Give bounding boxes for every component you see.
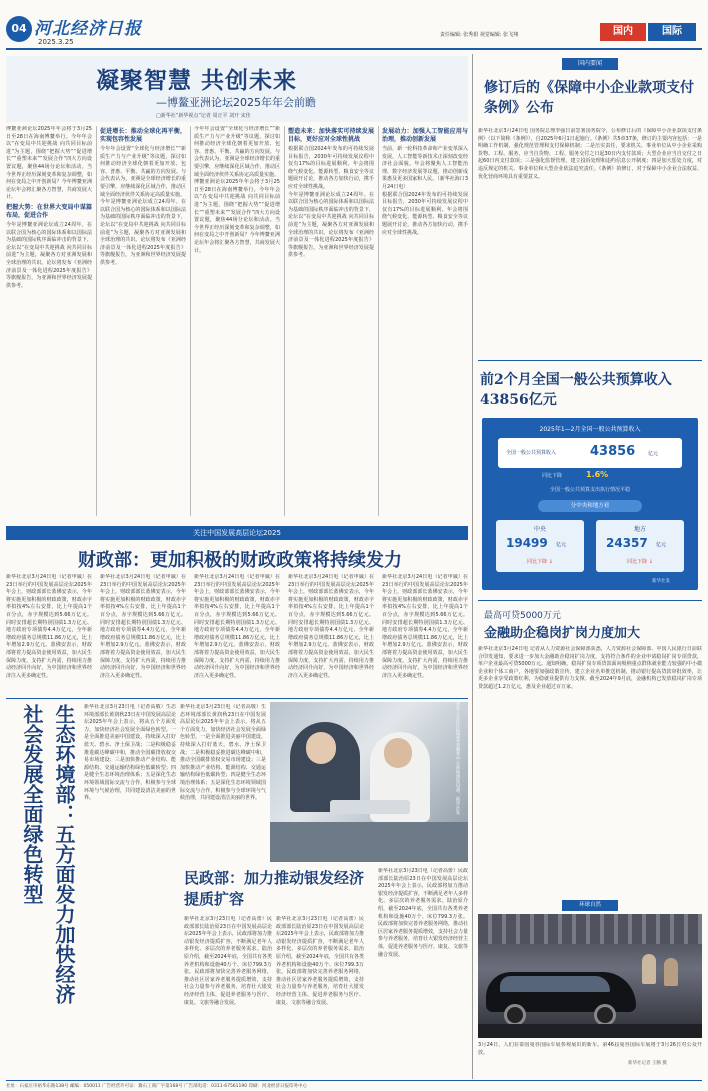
central-change: 同比下降 ↓ xyxy=(527,559,553,565)
lead-paragraph: 今年是博鳌亚洲论坛成立24周年。在以联合国为核心的国际体系和以国际法为基础的国际秩序面临冲击的背景下，论坛以“在变局中共迎挑战 向共同目标前进”为主题，凝聚各方对亚洲发展和全球治理的共识。论坛将发布《亚洲经济前景及一体化进程2025年度报告》等旗舰报告，为亚洲和世界经济发展提供参考。 xyxy=(288,191,374,259)
local-label: 地方 xyxy=(633,526,646,533)
section-label: 国内要闻 xyxy=(562,58,618,70)
central-value: 19499 xyxy=(506,536,548,550)
footer-imprint: 社址：石家庄市裕华东路138号 邮编：050011 广告经营许可证：冀石工商广字第168号 广告部电话：0311-67561190 印刷：河北经济日报印务中心 xyxy=(6,1084,308,1089)
elderly-photo-caption: 老年人在社区智慧养老服务中心体验康复设备。新华社发 xyxy=(455,702,460,815)
eco-title: 生态环境部：五方面发力加快经济社会发展全面绿色转型 xyxy=(20,704,76,1004)
tab-international[interactable]: 国际 xyxy=(648,23,696,41)
lead-subhead: 塑造未来：加快落实可持续发展目标，更好应对全球性挑战 xyxy=(288,128,374,143)
breakdown-banner: 分中央和地方看 xyxy=(538,500,642,512)
lead-paragraph: 今年年会设置“全球化与经济增长”“新质生产力与产业升级”等议题，探讨如何推动经济全球化朝着更加开放、包容、普惠、平衡、共赢的方向发展。与会代表认为，亚洲是全球经济增长的重要引擎，应继续深化区域合作，推动区域全面经济伙伴关系协定高质量实施。 xyxy=(194,126,280,178)
fiscal-infographic xyxy=(482,418,698,590)
fiscal-policy-title: 财政部：更加积极的财政政策将持续发力 xyxy=(78,550,402,571)
lead-paragraph: 今年是博鳌亚洲论坛成立24周年。在以联合国为核心的国际体系和以国际法为基础的国际秩序面临冲击的背景下，论坛以“在变局中共迎挑战 向共同目标前进”为主题，凝聚各方对亚洲发展和全球治理的共识。论坛将发布《亚洲经济前景及一体化进程2025年度报告》等旗舰报告，为亚洲和世界经济发展提供参考。 xyxy=(6,221,92,289)
central-revenue-card xyxy=(496,520,584,572)
fiscal-policy-col: 新华社北京3月24日电（记者申铖）在23日举行的中国发展高层论坛2025年年会上，财政部部长蓝佛安表示，今年将实施更加积极的财政政策，财政赤字率拟按4%左右安排，比上年提高1个百分点，赤字规模达到5.66万亿元。同时安排超长期特别国债1.3万亿元、地方政府专项债券4.4万亿元，全年新增政府债务总规模11.86万亿元，比上年增加2.9万亿元。蓝佛安表示，财政部将着力提高资金使用效益，加大民生保障力度，支持扩大内需，持续用力推动经济回升向好，为中国经济和世界经济注入更多确定性。 xyxy=(288,574,374,679)
fiscal-policy-col: 新华社北京3月24日电（记者申铖）在23日举行的中国发展高层论坛2025年年会上，财政部部长蓝佛安表示，今年将实施更加积极的财政政策，财政赤字率拟按4%左右安排，比上年提高1个百分点，赤字规模达到5.66万亿元。同时安排超长期特别国债1.3万亿元、地方政府专项债券4.4万亿元，全年新增政府债务总规模11.86万亿元，比上年增加2.9万亿元。蓝佛安表示，财政部将着力提高资金使用效益，加大民生保障力度，支持扩大内需，持续用力推动经济回升向好，为中国经济和世界经济注入更多确定性。 xyxy=(194,574,280,679)
brand-logo: 河北经济日报 xyxy=(34,19,142,39)
lead-paragraph: 博鳌亚洲论坛2025年年会将于3月25日至28日在海南博鳌举行。今年年会以“在变局中共迎挑战 向共同目标前进”为主题，围绕“把握大势”“促进增长”“重塑未来”“发展合作”四大方向设置议题，聚焦44场分论坛和活动。当今世界正经历深刻变革和复杂调整，如何在变局之中开创新局？今年博鳌亚洲论坛年会将汇聚各方智慧，共商发展大计。 xyxy=(6,126,92,201)
lead-title-box xyxy=(6,56,468,122)
lead-paragraph: 今年年会设置“全球化与经济增长”“新质生产力与产业升级”等议题，探讨如何推动经济全球化朝着更加开放、包容、普惠、平衡、共赢的方向发展。与会代表认为，亚洲是全球经济增长的重要引擎，应继续深化区域合作，推动区域全面经济伙伴关系协定高质量实施。 xyxy=(100,146,186,198)
tab-domestic[interactable]: 国内 xyxy=(600,23,646,41)
local-revenue-card xyxy=(596,520,684,572)
civil-body: 新华社北京3月23日电（记者高蕾）民政部部长陆治原23日在中国发展高层论坛2025年年会上表示，民政部将加力推动银发经济提质扩容，不断满足老年人多样化、多层次的养老服务需求。陆治原介绍，截至2024年底，全国共有各类养老机构和设施40万个、床位799.3万张。民政部将加快完善养老服务网络，推动社区居家养老服务提质增效，支持社会力量参与养老服务，培育壮大银发经济经营主体，促进养老服务与医疗、康复、文旅等融合发展。 xyxy=(276,916,364,1006)
lead-paragraph: 博鳌亚洲论坛2025年年会将于3月25日至28日在海南博鳌举行。今年年会以“在变局中共迎挑战 向共同目标前进”为主题，围绕“把握大势”“促进增长”“重塑未来”“发展合作”四大方向设置议题，聚焦44场分论坛和活动。当今世界正经历深刻变革和复杂调整，如何在变局之中开创新局？今年博鳌亚洲论坛年会将汇聚各方智慧，共商发展大计。 xyxy=(194,179,280,254)
car-show-photo xyxy=(478,914,702,1038)
lead-byline: □新华社“新华视点”记者 周正平 刘开 宋佳 xyxy=(156,113,251,119)
fiscal-policy-col: 新华社北京3月24日电（记者申铖）在23日举行的中国发展高层论坛2025年年会上，财政部部长蓝佛安表示，今年将实施更加积极的财政政策，财政赤字率拟按4%左右安排，比上年提高1个百分点，赤字规模达到5.66万亿元。同时安排超长期特别国债1.3万亿元、地方政府专项债券4.4万亿元，全年新增政府债务总规模11.86万亿元，比上年增加2.9万亿元。蓝佛安表示，财政部将着力提高资金使用效益，加大民生保障力度，支持扩大内需，持续用力推动经济回升向好，为中国经济和世界经济注入更多确定性。 xyxy=(100,574,186,679)
right-top-title: 修订后的《保障中小企业款项支付条例》公布 xyxy=(484,80,694,116)
page-number-badge: 04 xyxy=(6,16,32,42)
fiscal-policy-col: 新华社北京3月24日电（记者申铖）在23日举行的中国发展高层论坛2025年年会上，财政部部长蓝佛安表示，今年将实施更加积极的财政政策，财政赤字率拟按4%左右安排，比上年提高1个百分点，赤字规模达到5.66万亿元。同时安排超长期特别国债1.3万亿元、地方政府专项债券4.4万亿元，全年新增政府债务总规模11.86万亿元，比上年增加2.9万亿元。蓝佛安表示，财政部将着力提高资金使用效益，加大民生保障力度，支持扩大内需，持续用力推动经济回升向好，为中国经济和世界经济注入更多确定性。 xyxy=(6,574,92,679)
civil-title: 民政部：加力推动银发经济提质扩容 xyxy=(184,869,365,908)
fiscal-policy-col: 新华社北京3月24日电（记者申铖）在23日举行的中国发展高层论坛2025年年会上，财政部部长蓝佛安表示，今年将实施更加积极的财政政策，财政赤字率拟按4%左右安排，比上年提高1个百分点，赤字规模达到5.66万亿元。同时安排超长期特别国债1.3万亿元、地方政府专项债券4.4万亿元，全年新增政府债务总规模11.86万亿元，比上年增加2.9万亿元。蓝佛安表示，财政部将着力提高资金使用效益，加大民生保障力度，支持扩大内需，持续用力推动经济回升向好，为中国经济和世界经济注入更多确定性。 xyxy=(382,574,468,679)
fiscal-story xyxy=(478,366,702,596)
local-unit: 亿元 xyxy=(656,542,667,548)
fiscal-policy-body xyxy=(6,574,468,694)
total-revenue-unit: 亿元 xyxy=(648,451,659,457)
lead-paragraph: 根据联合国2024年发布的可持续发展目标报告，2030年可持续发展议程中仅有17%的目标进展顺利。年会将围绕气候变化、能源转型、粮食安全等议题展开讨论，推动各方加快行动，携手应对全球性挑战。 xyxy=(288,146,374,190)
fiscal-note: 全国一般公共预算支出执行情况平稳 xyxy=(549,487,630,493)
eco-body: 新华社北京3月23日电（记者高敬）生态环境部部长黄润秋23日在中国发展高层论坛2025年年会上表示，将从五个方面发力，加快经济社会发展全面绿色转型。一是全面推进美丽中国建设，持续深入打好蓝天、碧水、净土保卫战；二是积极稳妥推进碳达峰碳中和，推动全国碳排放权交易市场建设；三是加快推动产业结构、能源结构、交通运输结构绿色低碳转型；四是健全生态环境治理体系；五是深化生态环境领域国际交流与合作，积极参与全球环境与气候治理，共同建设清洁美丽的世界。 xyxy=(180,704,266,802)
infographic-title: 2025年1—2月全国一般公共预算收入 xyxy=(539,426,641,433)
lead-title: 凝聚智慧 共创未来 xyxy=(96,67,298,94)
total-revenue-label: 全国一般公共预算收入 xyxy=(506,450,557,456)
civil-body: 新华社北京3月23日电（记者高蕾）民政部部长陆治原23日在中国发展高层论坛2025年年会上表示，民政部将加力推动银发经济提质扩容，不断满足老年人多样化、多层次的养老服务需求。陆治原介绍，截至2024年底，全国共有各类养老机构和设施40万个、床位799.3万张。民政部将加快完善养老服务网络，推动社区居家养老服务提质增效，支持社会力量参与养老服务，培育壮大银发经济经营主体，促进养老服务与医疗、康复、文旅等融合发展。 xyxy=(378,868,468,958)
photo-banner: 环球自然 xyxy=(562,900,618,911)
central-unit: 亿元 xyxy=(556,542,567,548)
right-top-story xyxy=(478,56,702,356)
lead-paragraph: 根据联合国2024年发布的可持续发展目标报告，2030年可持续发展议程中仅有17%的目标进展顺利。年会将围绕气候变化、能源转型、粮食安全等议题展开讨论，推动各方加快行动，携手应对全球性挑战。 xyxy=(382,191,468,236)
masthead xyxy=(0,0,708,56)
right-top-body: 新华社北京3月24日电 国务院总理李强日前签署国务院令，公布修订后的《保障中小企业款项支付条例》（以下简称《条例》），自2025年6月1日起施行。《条例》共5章37条，修订的主要内容包括：一是明确工作机制，强化规范管理和支付保障机制；二是压实责任，要求机关、事业单位从中小企业采购货物、工程、服务，应当自货物、工程、服务交付之日起30日内支付款项；大型企业应当自交付之日起60日内支付款项；三是强化监督管理，建立投诉处理和违约信息公开制度；四是加大惩处力度，对违反规定的机关、事业单位和大型企业依法追究责任。《条例》的修订，对于保障中小企业合法权益、优化营商环境具有重要意义。 xyxy=(478,128,702,180)
jobs-title: 金融助企稳岗扩岗力度加大 xyxy=(484,626,641,641)
local-value: 24357 xyxy=(606,536,648,550)
lead-paragraph: 今年是博鳌亚洲论坛成立24周年。在以联合国为核心的国际体系和以国际法为基础的国际秩序面临冲击的背景下，论坛以“在变局中共迎挑战 向共同目标前进”为主题，凝聚各方对亚洲发展和全球治理的共识。论坛将发布《亚洲经济前景及一体化进程2025年度报告》等旗舰报告，为亚洲和世界经济发展提供参考。 xyxy=(100,199,186,266)
forum-section-banner xyxy=(6,526,468,540)
issue-date: 2025.3.25 xyxy=(38,38,74,46)
lead-paragraph: 当前，新一轮科技革命和产业变革深入发展，人工智能等新技术正深刻改变经济社会面貌。年会将聚焦人工智能治理、数字经济发展等议题，推动创新成果惠及更多国家和人民。（新华社海口3月24日电） xyxy=(382,146,468,190)
jobs-story xyxy=(478,606,702,896)
change-label: 同比下降 xyxy=(542,473,563,479)
civil-body: 新华社北京3月23日电（记者高蕾）民政部部长陆治原23日在中国发展高层论坛2025年年会上表示，民政部将加力推动银发经济提质扩容，不断满足老年人多样化、多层次的养老服务需求。陆治原介绍，截至2024年底，全国共有各类养老机构和设施40万个、床位799.3万张。民政部将加快完善养老服务网络，推动社区居家养老服务提质增效，支持社会力量参与养老服务，培育壮大银发经济经营主体，促进养老服务与医疗、康复、文旅等融合发展。 xyxy=(184,916,272,1006)
fiscal-title: 前2个月全国一般公共预算收入43856亿元 xyxy=(480,372,672,408)
lead-body xyxy=(6,126,468,521)
photo-block xyxy=(478,900,702,1072)
local-change: 同比下降 ↓ xyxy=(627,559,653,565)
photo-credit: 新华社记者 王腾 摄 xyxy=(628,1061,667,1066)
lead-subtitle: —博鳌亚洲论坛2025年年会前瞻 xyxy=(156,96,316,109)
header-rule xyxy=(6,48,702,50)
editor-credits: 责任编辑: 张秀娟 视觉编辑: 张飞翔 xyxy=(440,32,519,38)
jobs-kicker: 最高可贷5000万元 xyxy=(484,611,561,621)
photo-caption: 3月24日，人们在泰国曼谷国际车展参观展出的新车。第46届曼谷国际车展将于3月26日对公众开放。 xyxy=(478,1042,702,1056)
total-revenue-value: 43856 xyxy=(590,444,636,459)
lead-subhead: 把握大势：在世界大变局中谋篇布局，促进合作 xyxy=(6,203,92,219)
total-revenue-box xyxy=(498,438,682,468)
central-label: 中央 xyxy=(533,526,546,533)
infographic-credit: 新华社发 xyxy=(652,579,670,584)
change-value: 1.6% xyxy=(586,470,609,479)
jobs-body: 新华社北京3月24日电 记者从人力资源社会保障部获悉，人力资源社会保障部、中国人民银行日前联合印发通知，要求进一步加大金融助企稳岗扩岗力度，支持符合条件的企业申请稳岗扩岗专项贷款，单户企业最高可贷5000万元。通知明确，稳岗扩岗专项贷款面向吸纳重点群体就业能力较强的中小微企业和个体工商户，各地要加强政策宣传，建立企业名单推送机制，推动银行提高贷款审批效率，让更多企业享受政策红利，为稳就业提供有力支撑。截至2024年9月底，金融机构已发放稳岗扩岗专项贷款超过1.2万亿元，惠及企业超过百万家。 xyxy=(478,646,702,690)
lead-subhead: 促进增长：推动全球化再平衡，实现包容性发展 xyxy=(100,128,186,143)
lead-subhead: 发展动力：加强人工智能应用与治理，推动创新发展 xyxy=(382,128,468,143)
forum-section-label: 关注中国发展高层论坛2025 xyxy=(193,529,281,537)
eco-body: 新华社北京3月23日电（记者高敬）生态环境部部长黄润秋23日在中国发展高层论坛2025年年会上表示，将从五个方面发力，加快经济社会发展全面绿色转型。一是全面推进美丽中国建设，持续深入打好蓝天、碧水、净土保卫战；二是积极稳妥推进碳达峰碳中和，推动全国碳排放权交易市场建设；三是加快推动产业结构、能源结构、交通运输结构绿色低碳转型；四是健全生态环境治理体系；五是深化生态环境领域国际交流与合作，积极参与全球环境与气候治理，共同建设清洁美丽的世界。 xyxy=(84,704,176,802)
